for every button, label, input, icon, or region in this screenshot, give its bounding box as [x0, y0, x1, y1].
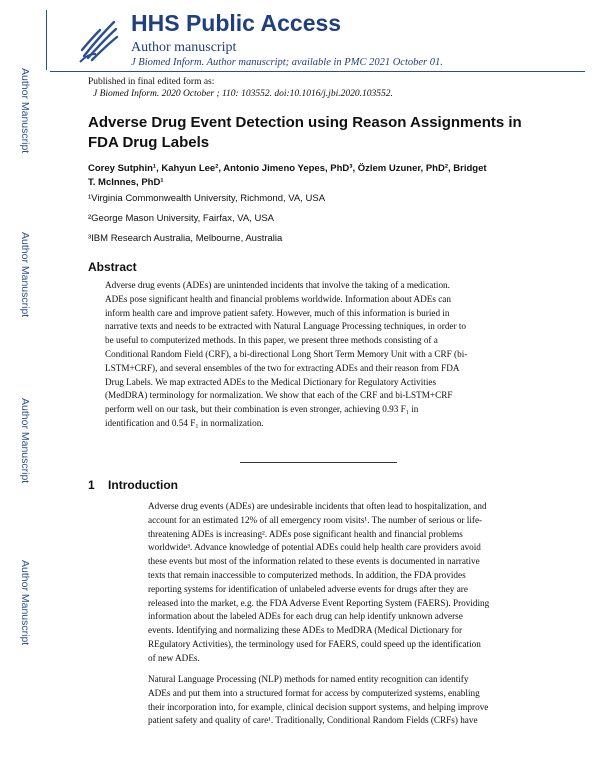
abstract-body — [105, 279, 510, 431]
abstract-line: narrative texts and needs to be extracted with Natural Language Processing techniques, in order to — [105, 321, 466, 332]
introduction-heading — [88, 478, 178, 492]
abstract-line: Conditional Random Field (CRF), a bi-directional Long Short Term Memory Unit with a CRF (bi- — [105, 348, 468, 359]
paper-title-line: FDA Drug Labels — [88, 134, 210, 151]
abstract-heading: Abstract — [88, 260, 137, 274]
author-manuscript-subtitle: Author manuscript — [131, 40, 237, 55]
journal-availability-line: J Biomed Inform. Author manuscript; available in PMC 2021 October 01. — [131, 57, 443, 68]
paragraph-line: released into the market, e.g. the FDA Adverse Event Reporting System (FAERS). Providing — [148, 597, 490, 608]
paragraph-line: threatening ADEs is increasing². ADEs pose significant health and financial problems — [148, 528, 463, 539]
sidebar-label-author-manuscript: Author Manuscript — [19, 232, 31, 318]
abstract-line: perform well on our task, but their combination is even stronger, achieving 0.93 F₁ in — [105, 404, 419, 415]
section-number: 1 — [88, 478, 95, 492]
paragraph-line: texts that remain inaccessible to computerized methods. In addition, the FDA provides — [148, 569, 466, 580]
affiliation: ³IBM Research Australia, Melbourne, Australia — [88, 233, 283, 244]
author-line: T. McInnes, PhD¹ — [88, 177, 164, 188]
affiliation: ¹Virginia Commonwealth University, Richmond, VA, USA — [88, 193, 326, 204]
abstract-line: inform health care and improve patient safety. However, much of this information is buried in — [105, 307, 450, 318]
hhs-public-access-title: HHS Public Access — [131, 10, 342, 36]
section-separator — [240, 462, 397, 463]
paragraph-line: of new ADEs. — [148, 652, 200, 663]
paragraph-line: Natural Language Processing (NLP) methods for named entity recognition can identify — [148, 674, 469, 684]
affiliation: ²George Mason University, Fairfax, VA, USA — [88, 213, 275, 224]
paragraph-line: REgulatory Activities), the terminology used for FAERS, could speed up the identification — [148, 638, 481, 649]
paper-title-line: Adverse Drug Event Detection using Reason Assignments in — [88, 114, 522, 131]
paragraph-line: worldwide³. Advance knowledge of potential ADEs could help health care providers avoid — [148, 542, 481, 553]
header-divider — [50, 71, 585, 72]
paragraph-line: Adverse drug events (ADEs) are undesirable incidents that often lead to hospitalization, and — [148, 501, 487, 511]
hhs-eagle-logo-icon — [76, 16, 120, 64]
paragraph-line: information about the labeled ADEs for each drug can help identify unknown adverse — [148, 611, 463, 622]
header-divider-vertical — [46, 10, 47, 70]
abstract-line: Adverse drug events (ADEs) are unintended incidents that involve the taking of a medication. — [105, 280, 450, 290]
paragraph-line: patient safety and quality of care¹. Traditionally, Conditional Random Fields (CRFs) have — [148, 715, 478, 726]
sidebar-label-author-manuscript: Author Manuscript — [19, 560, 31, 646]
paper-title — [88, 113, 558, 153]
paragraph-line: account for an estimated 12% of all emergency room visits¹. The number of serious or life- — [148, 514, 483, 525]
abstract-line: ADEs pose significant health and financial problems worldwide. Information about ADEs can — [105, 293, 451, 304]
author-list — [88, 162, 558, 190]
citation-line: J Biomed Inform. 2020 October ; 110: 103552. doi:10.1016/j.jbi.2020.103552. — [93, 89, 393, 99]
section-title: Introduction — [108, 478, 179, 492]
introduction-paragraph — [148, 500, 558, 666]
abstract-line: (MedDRA) terminology for normalization. We show that each of the CRF and bi-LSTM+CRF — [105, 390, 453, 401]
published-in-label: Published in final edited form as: — [88, 77, 215, 87]
abstract-line: LSTM+CRF), and several ensembles of the two for extracting ADEs and their reason from FDA — [105, 362, 460, 373]
introduction-paragraph — [148, 673, 558, 728]
abstract-line: identification and 0.54 F₁ in normalization. — [105, 417, 264, 428]
paragraph-line: ADEs and put them into a structured format for access by computerized systems, enabling — [148, 687, 480, 698]
paragraph-line: reporting systems for identification of unlabeled adverse events for drugs after they are — [148, 583, 468, 594]
paragraph-line: their incorporation into, for example, clinical decision support systems, and helping improve — [148, 701, 489, 712]
author-line: Corey Sutphin¹, Kahyun Lee², Antonio Jimeno Yepes, PhD³, Özlem Uzuner, PhD², Bridget — [88, 163, 487, 174]
paragraph-line: these events but most of the information related to these events is documented in narrative — [148, 556, 480, 567]
sidebar-label-author-manuscript: Author Manuscript — [19, 68, 31, 154]
abstract-line: be useful to computerized methods. In this paper, we present three methods consisting of a — [105, 335, 438, 346]
sidebar-label-author-manuscript: Author Manuscript — [19, 398, 31, 484]
abstract-line: Drug Labels. We map extracted ADEs to the Medical Dictionary for Regulatory Activities — [105, 376, 437, 387]
paragraph-line: events. Identifying and normalizing these ADEs to MedDRA (Medical Dictionary for — [148, 625, 463, 636]
